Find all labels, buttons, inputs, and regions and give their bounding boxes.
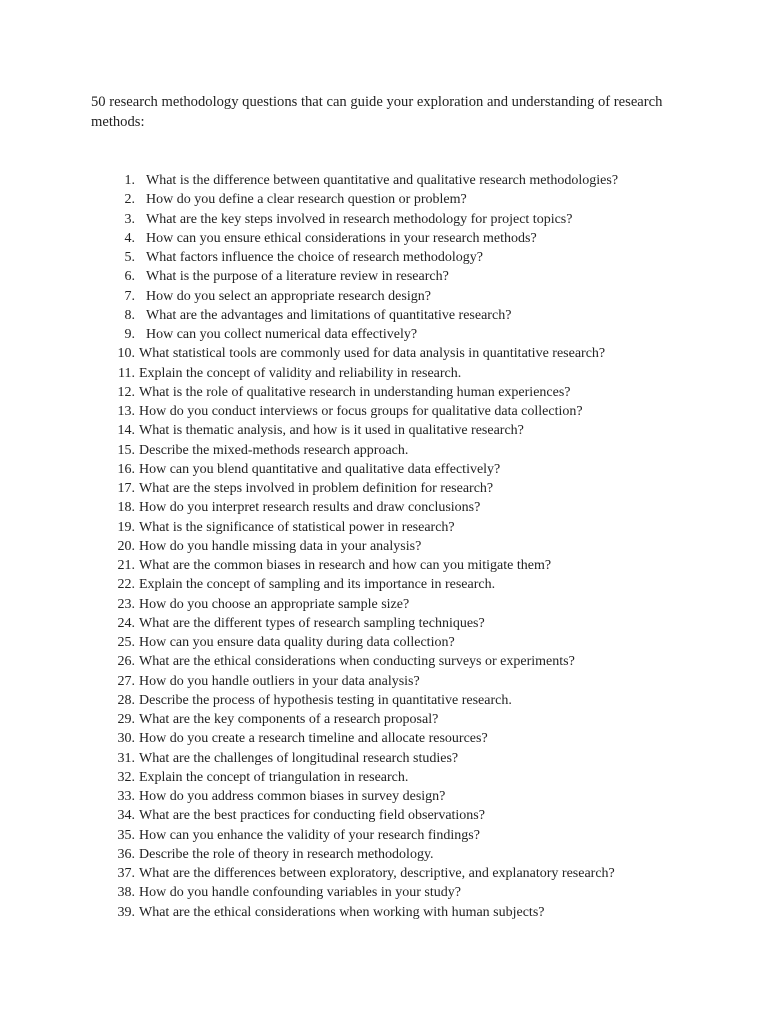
list-item-text: How do you address common biases in survey design?: [139, 789, 446, 804]
list-item-number: 38.: [117, 885, 135, 901]
list-item: [109, 710, 729, 729]
list-item-text: How do you create a research timeline and allocate resources?: [139, 731, 488, 747]
list-item-text: What is the difference between quantitative and qualitative research methodologies?: [146, 173, 619, 188]
list-item: [109, 190, 729, 209]
list-item: [109, 729, 729, 748]
list-item-number: 8.: [124, 307, 135, 323]
question-list: [109, 171, 729, 922]
list-item-number: 30.: [117, 731, 135, 747]
list-item-number: 31.: [117, 750, 135, 766]
list-item: [109, 421, 729, 440]
list-item-number: 22.: [117, 577, 135, 593]
list-item-text: How can you ensure ethical considerations in your research methods?: [146, 230, 537, 246]
list-item-number: 29.: [117, 712, 135, 727]
list-item-number: 24.: [117, 615, 135, 631]
list-item-text: What statistical tools are commonly used for data analysis in quantitative research?: [139, 346, 606, 362]
list-item: [109, 248, 729, 267]
list-item: [109, 479, 729, 498]
list-item-number: 6.: [124, 269, 135, 285]
list-item: [109, 787, 729, 806]
list-item-text: How do you handle outliers in your data analysis?: [139, 673, 420, 689]
list-item: [109, 672, 729, 691]
list-item: [109, 441, 729, 460]
list-item: [109, 306, 729, 325]
list-item: [109, 518, 729, 537]
list-item-text: What is thematic analysis, and how is it used in qualitative research?: [139, 423, 524, 439]
list-item-text: How do you select an appropriate research design?: [146, 288, 431, 304]
list-item-number: 1.: [124, 173, 135, 188]
list-item-number: 20.: [117, 538, 135, 554]
list-item: [109, 575, 729, 594]
list-item-number: 15.: [117, 442, 135, 458]
list-item: [109, 903, 729, 922]
list-item-number: 2.: [124, 192, 135, 208]
list-item-text: How do you handle missing data in your analysis?: [139, 538, 422, 554]
list-item-number: 19.: [117, 519, 135, 535]
list-item-number: 25.: [117, 635, 135, 650]
list-item: [109, 883, 729, 902]
list-item: [109, 633, 729, 652]
list-item-text: Describe the role of theory in research methodology.: [139, 846, 434, 862]
list-item-text: What is the purpose of a literature review in research?: [146, 269, 449, 285]
list-item-text: What factors influence the choice of research methodology?: [146, 250, 484, 265]
list-item: [109, 845, 729, 864]
list-item-number: 7.: [124, 288, 135, 304]
list-item-number: 32.: [117, 769, 135, 785]
list-item-text: Describe the process of hypothesis testing in quantitative research.: [139, 692, 512, 708]
list-item-number: 14.: [117, 423, 135, 439]
list-item-number: 28.: [117, 692, 135, 708]
list-item-number: 23.: [117, 596, 135, 612]
list-item: [109, 614, 729, 633]
list-item: [109, 768, 729, 787]
list-item: [109, 556, 729, 575]
list-item: [109, 537, 729, 556]
list-item-number: 10.: [117, 346, 135, 362]
list-item-text: Explain the concept of validity and reliability in research.: [139, 365, 462, 381]
list-item-text: How do you conduct interviews or focus groups for qualitative data collection?: [139, 404, 583, 419]
list-item: [109, 691, 729, 710]
list-item-text: Explain the concept of triangulation in research.: [139, 769, 409, 785]
list-item-text: What are the challenges of longitudinal research studies?: [139, 750, 459, 766]
list-item-text: What are the differences between exploratory, descriptive, and explanatory research?: [139, 866, 615, 881]
list-item-text: Describe the mixed-methods research approach.: [139, 442, 409, 458]
list-item-text: How can you ensure data quality during data collection?: [139, 635, 455, 650]
list-item-number: 21.: [117, 558, 135, 573]
list-item-text: What are the different types of research sampling techniques?: [139, 615, 485, 631]
list-item: [109, 749, 729, 768]
list-item-number: 12.: [117, 384, 135, 400]
list-item: [109, 826, 729, 845]
list-item-text: What are the common biases in research and how can you mitigate them?: [139, 558, 552, 573]
list-item: [109, 498, 729, 517]
list-item-number: 37.: [117, 866, 135, 881]
list-item-text: What is the role of qualitative research in understanding human experiences?: [139, 384, 571, 400]
list-item: [109, 344, 729, 363]
list-item-text: What are the key components of a research proposal?: [139, 712, 439, 727]
list-item-text: What is the significance of statistical power in research?: [139, 519, 455, 535]
list-item-text: What are the ethical considerations when conducting surveys or experiments?: [139, 654, 575, 670]
list-item: [109, 864, 729, 883]
list-item-number: 16.: [117, 461, 135, 477]
list-item-text: Explain the concept of sampling and its importance in research.: [139, 577, 496, 593]
list-item-number: 34.: [117, 808, 135, 824]
list-item-number: 27.: [117, 673, 135, 689]
list-item-number: 26.: [117, 654, 135, 670]
list-item-text: How do you handle confounding variables in your study?: [139, 885, 461, 901]
list-item-number: 39.: [117, 904, 135, 920]
list-item: [109, 325, 729, 344]
list-item-text: How can you collect numerical data effectively?: [146, 327, 418, 342]
list-item-number: 17.: [117, 481, 135, 496]
list-item: [109, 210, 729, 229]
list-item-number: 35.: [117, 827, 135, 843]
list-item: [109, 267, 729, 286]
list-item-text: How do you choose an appropriate sample size?: [139, 596, 410, 612]
list-item: [109, 229, 729, 248]
list-item: [109, 287, 729, 306]
list-item-number: 3.: [124, 211, 135, 227]
list-item: [109, 652, 729, 671]
list-item: [109, 383, 729, 402]
list-item-text: What are the steps involved in problem definition for research?: [139, 481, 494, 496]
list-item-number: 33.: [117, 789, 135, 804]
list-item-number: 11.: [118, 365, 135, 381]
list-item-number: 13.: [117, 404, 135, 419]
intro-paragraph: 50 research methodology questions that can guide your exploration and understanding of research methods:: [91, 94, 663, 130]
list-item: [109, 364, 729, 383]
list-item-number: 4.: [124, 230, 135, 246]
list-item-text: What are the best practices for conducting field observations?: [139, 808, 485, 824]
list-item-number: 5.: [124, 250, 135, 265]
list-item: [109, 806, 729, 825]
list-item: [109, 595, 729, 614]
list-item-number: 36.: [117, 846, 135, 862]
list-item-text: What are the key steps involved in research methodology for project topics?: [146, 211, 573, 227]
list-item-text: How do you define a clear research question or problem?: [146, 192, 467, 208]
list-item-number: 18.: [117, 500, 135, 516]
list-item-number: 9.: [124, 327, 135, 342]
list-item: [109, 460, 729, 479]
list-item-text: What are the advantages and limitations of quantitative research?: [146, 307, 512, 323]
list-item-text: How do you interpret research results and draw conclusions?: [139, 500, 481, 516]
list-item-text: How can you blend quantitative and qualitative data effectively?: [139, 461, 501, 477]
list-item: [109, 171, 729, 190]
list-item-text: What are the ethical considerations when working with human subjects?: [139, 904, 545, 920]
list-item: [109, 402, 729, 421]
list-item-text: How can you enhance the validity of your research findings?: [139, 827, 480, 843]
